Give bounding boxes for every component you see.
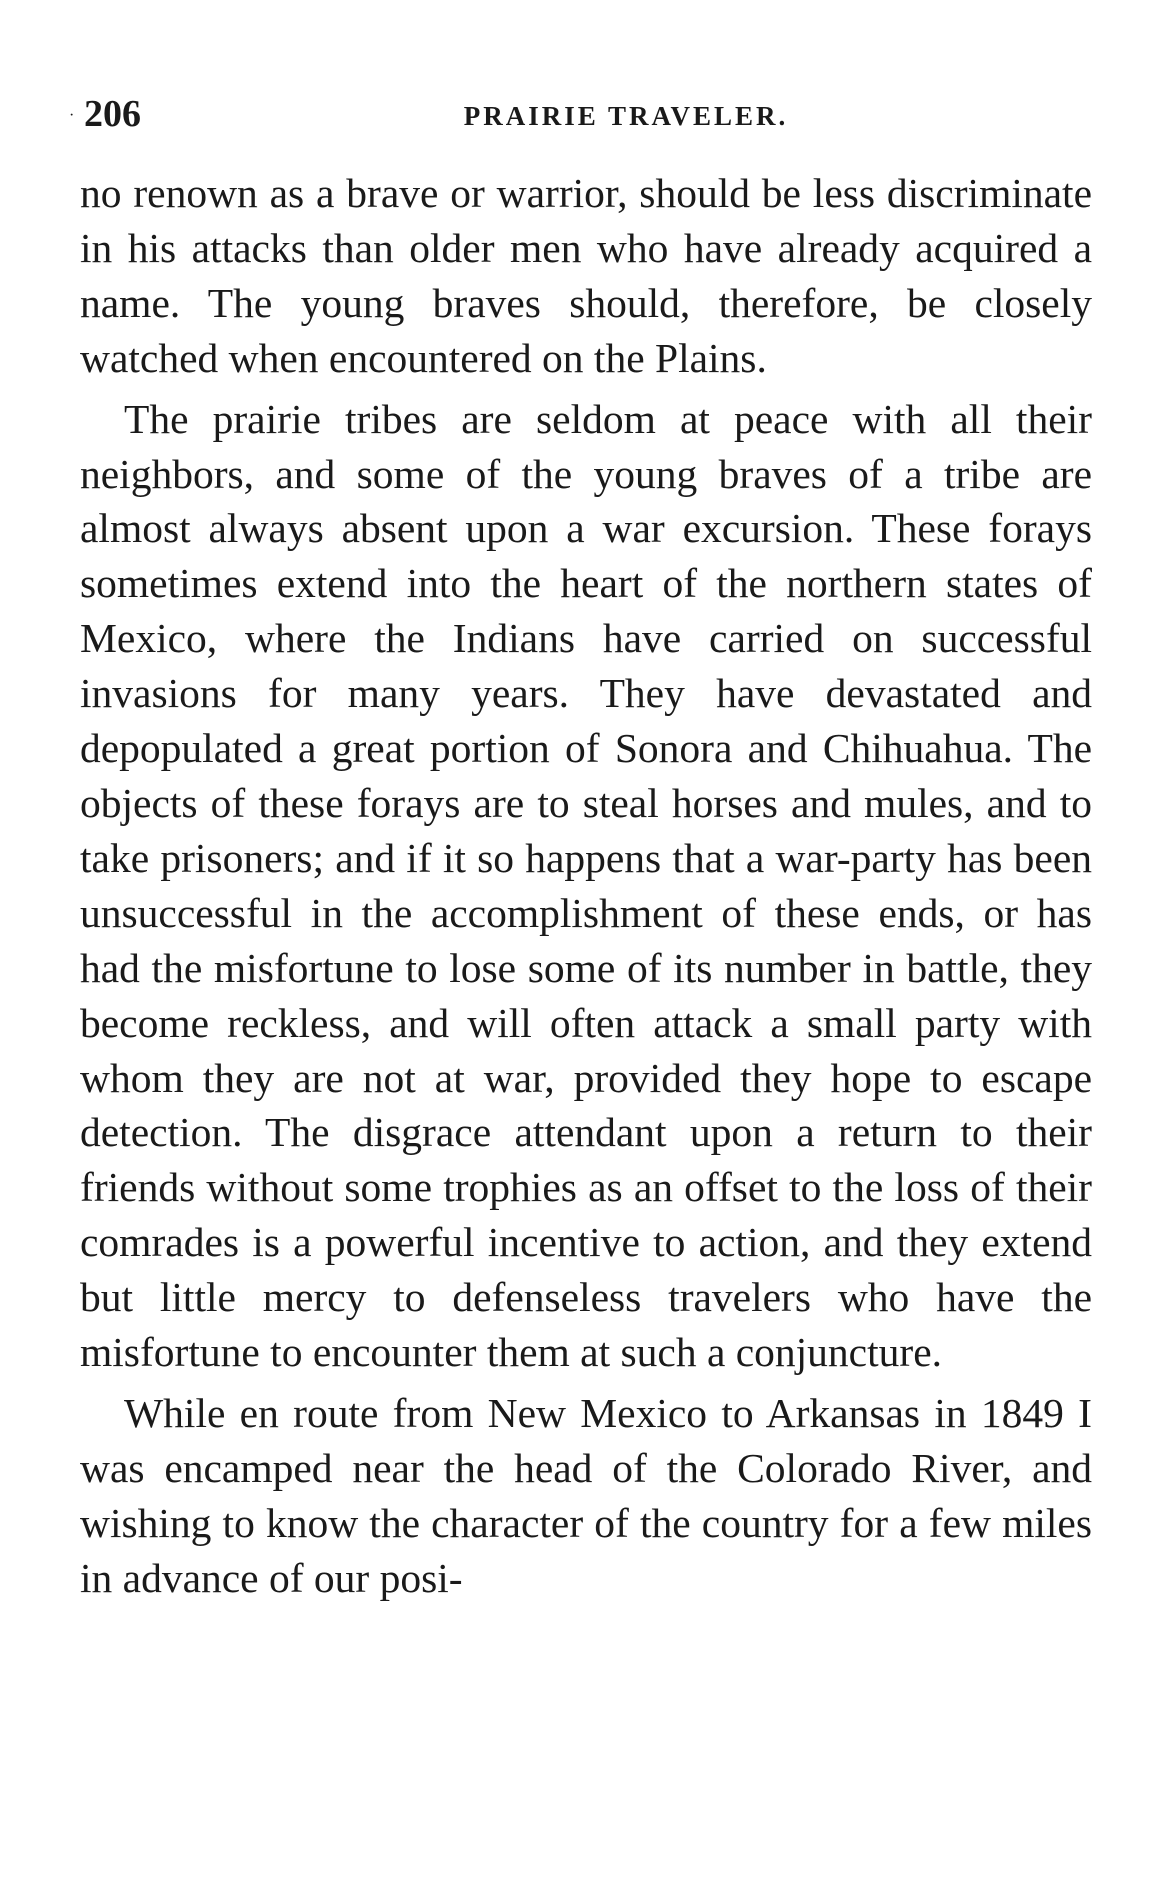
paragraph: The prairie tribes are seldom at peace with all their neighbors, and some of the young braves of a tribe are almost always absent upon a war excursion. These forays sometimes extend into the heart of the northern states of Mexico, where the Indians have carried on successful invasions for many years. They have devastated and depopulated a great portion of Sonora and Chihuahua. The objects of these forays are to steal horses and mules, and to take prisoners; and if it so happens that a war-party has been unsuccessful in the accomplishment of these ends, or has had the misfortune to lose some of its number in battle, they become reckless, and will often attack a small party with whom they are not at war, provided they hope to escape detection. The disgrace attendant upon a return to their friends without some trophies as an offset to the loss of their comrades is a powerful incentive to action, and they extend but little mercy to defenseless travelers who have the misfortune to encounter them at such a conjuncture. [80,395,1092,1376]
body-text [80,166,1092,1606]
paragraph: While en route from New Mexico to Arkansas in 1849 I was encamped near the head of the Colorado River, and wishing to know the character of the country for a few miles in advance of our posi- [80,1389,1092,1601]
paragraph: no renown as a brave or warrior, should be less discriminate in his attacks than older men who have already acquired a name. The young braves should, therefore, be closely watched when encountered on the Plains. [80,170,1092,381]
running-head [69,92,1092,142]
stray-mark: · [69,107,75,124]
running-title: PRAIRIE TRAVELER. [463,101,789,131]
book-page [69,92,1092,1606]
page-number: 206 [84,93,141,135]
